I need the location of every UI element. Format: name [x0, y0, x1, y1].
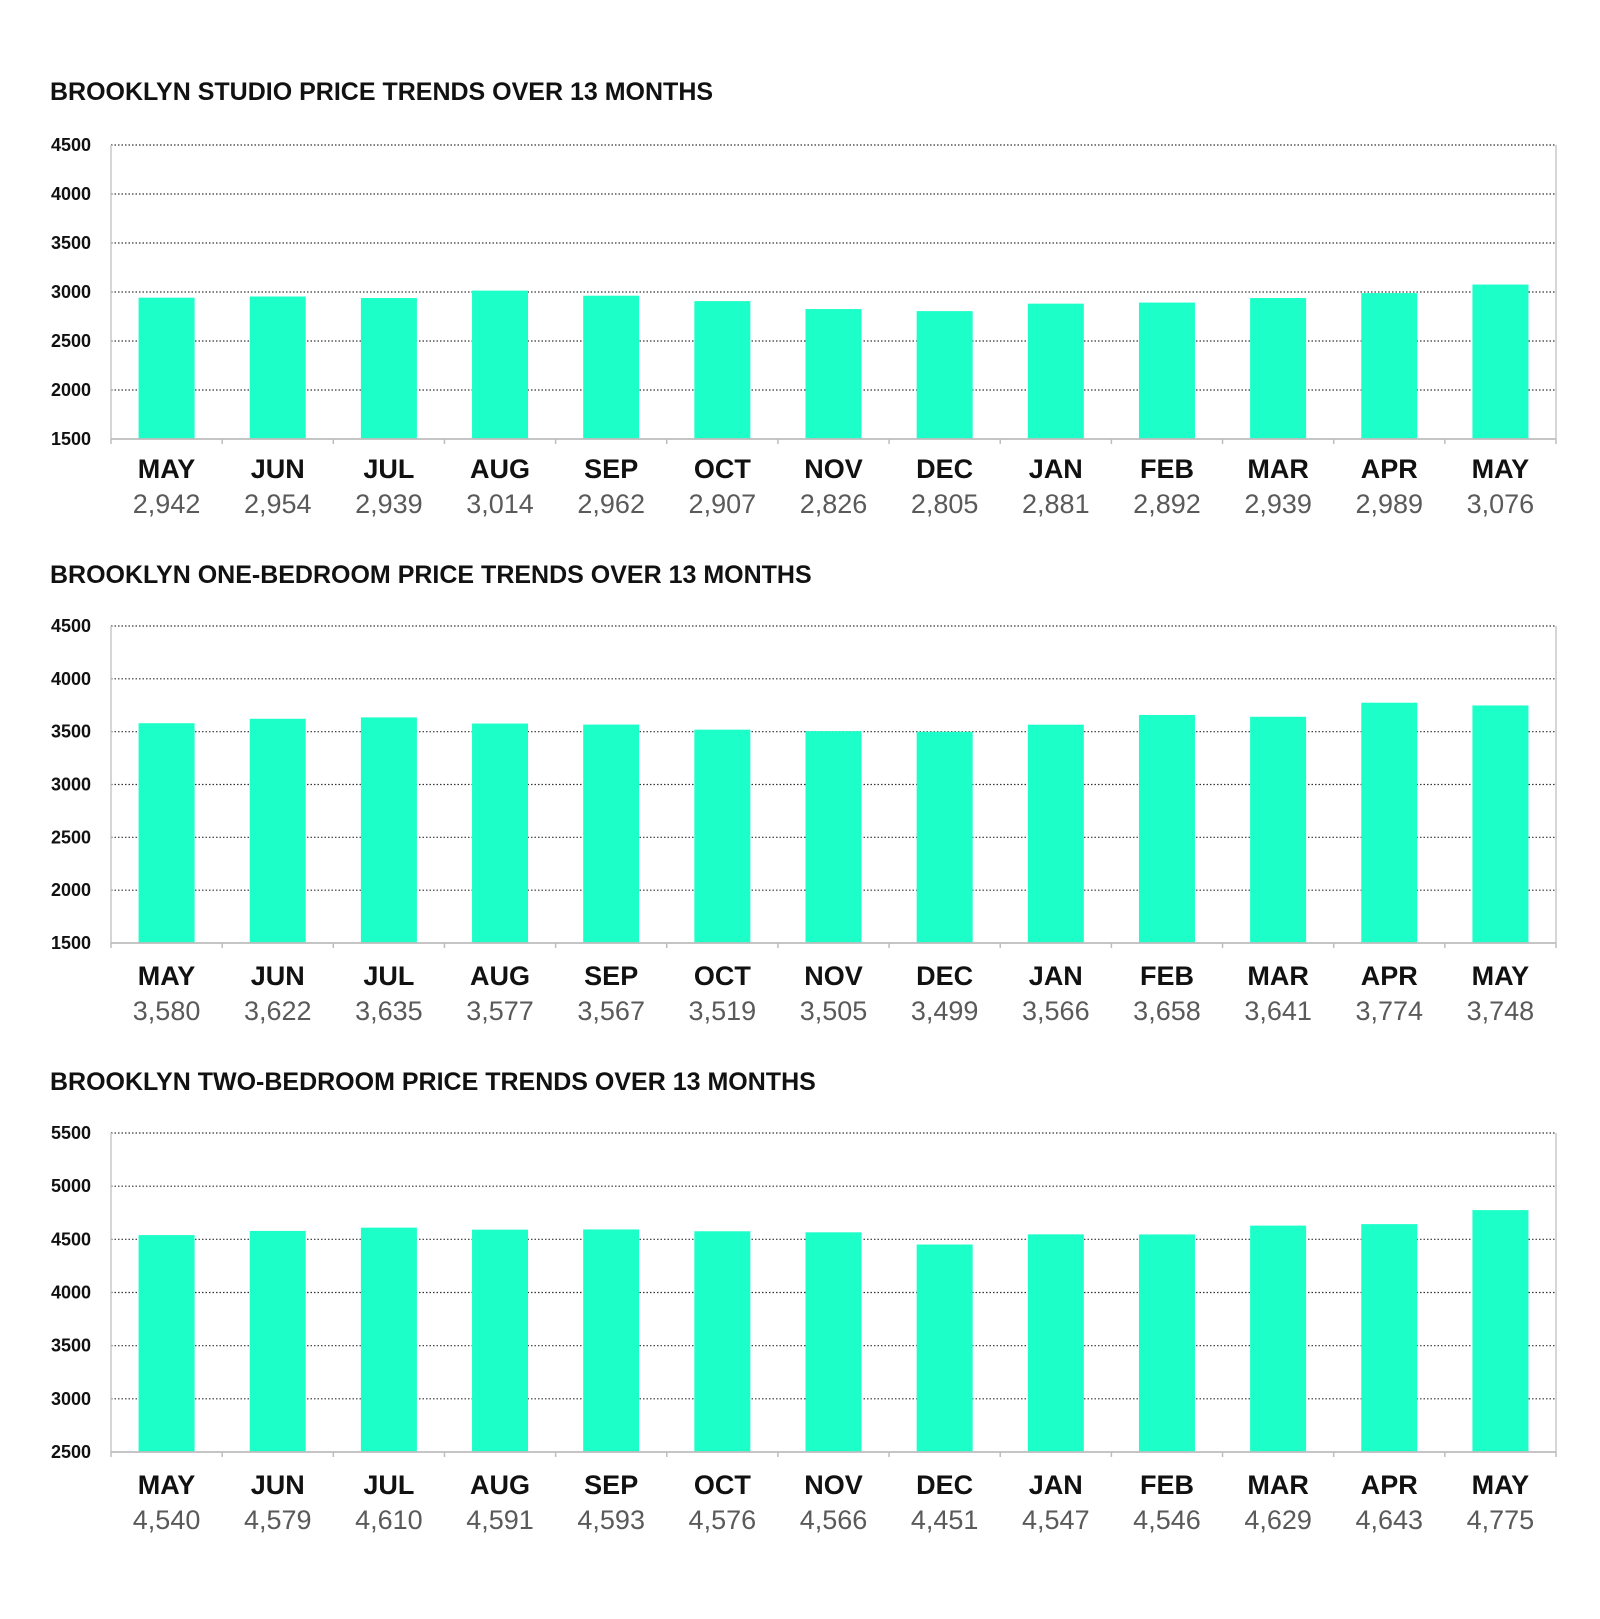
x-tick-label: JUL — [363, 961, 415, 991]
data-label: 3,580 — [132, 996, 201, 1026]
x-tick-label: MAY — [1471, 961, 1530, 991]
x-tick-label: AUG — [470, 961, 531, 991]
bar — [472, 1230, 528, 1452]
y-tick-label: 3000 — [50, 774, 91, 795]
x-tick-label: FEB — [1139, 1470, 1194, 1500]
data-label: 4,643 — [1355, 1505, 1424, 1535]
x-tick-label: OCT — [693, 961, 751, 991]
data-label: 2,881 — [1022, 489, 1090, 519]
x-tick-label: SEP — [584, 454, 639, 484]
x-tick-label: DEC — [916, 454, 974, 484]
y-tick-label: 4500 — [50, 616, 91, 636]
y-tick-label: 4500 — [50, 135, 91, 155]
y-tick-label: 5000 — [50, 1176, 91, 1197]
y-tick-label: 2500 — [50, 827, 91, 848]
data-label: 4,566 — [799, 1505, 868, 1535]
data-label: 3,774 — [1355, 996, 1424, 1026]
bar — [917, 1245, 973, 1452]
x-tick-label: NOV — [804, 1470, 863, 1500]
y-tick-label: 2000 — [50, 880, 91, 901]
y-tick-label: 4000 — [50, 184, 91, 204]
y-tick-label: 3000 — [50, 282, 91, 302]
y-tick-label: 3500 — [50, 721, 91, 742]
data-label: 2,989 — [1355, 489, 1424, 519]
x-tick-label: JUN — [250, 454, 305, 484]
data-label: 4,547 — [1022, 1505, 1090, 1535]
bar — [583, 1229, 639, 1452]
x-tick-label: JAN — [1028, 961, 1083, 991]
data-label: 2,826 — [799, 489, 868, 519]
x-tick-label: FEB — [1139, 454, 1194, 484]
y-tick-label: 4000 — [50, 1282, 91, 1303]
data-label: 4,610 — [355, 1505, 423, 1535]
data-label: 4,629 — [1244, 1505, 1312, 1535]
data-label: 3,658 — [1133, 996, 1201, 1026]
data-label: 3,499 — [910, 996, 979, 1026]
x-tick-label: MAR — [1247, 454, 1309, 484]
data-label: 2,805 — [910, 489, 979, 519]
chart-title: BROOKLYN TWO-BEDROOM PRICE TRENDS OVER 13 MONTHS — [50, 1068, 816, 1096]
data-label: 4,576 — [688, 1505, 757, 1535]
data-label: 4,591 — [466, 1505, 534, 1535]
data-label: 2,939 — [355, 489, 423, 519]
y-tick-label: 1500 — [50, 933, 91, 953]
data-label: 3,505 — [799, 996, 868, 1026]
x-tick-label: APR — [1360, 1470, 1418, 1500]
chart-title: BROOKLYN ONE-BEDROOM PRICE TRENDS OVER 13 MONTHS — [50, 561, 812, 589]
bar — [139, 1235, 195, 1452]
bar — [1361, 1224, 1417, 1452]
x-tick-label: NOV — [804, 454, 863, 484]
data-label: 4,546 — [1133, 1505, 1201, 1535]
data-label: 4,451 — [910, 1505, 979, 1535]
y-tick-label: 4000 — [50, 668, 91, 689]
data-label: 4,593 — [577, 1505, 645, 1535]
data-label: 3,519 — [688, 996, 757, 1026]
data-label: 4,775 — [1466, 1505, 1535, 1535]
data-label: 3,635 — [355, 996, 423, 1026]
x-tick-label: NOV — [804, 961, 863, 991]
x-tick-label: DEC — [916, 1470, 974, 1500]
x-tick-label: JUL — [363, 1470, 415, 1500]
x-tick-label: JAN — [1028, 454, 1083, 484]
data-label: 3,577 — [466, 996, 534, 1026]
data-label: 2,942 — [132, 489, 201, 519]
data-label: 3,622 — [243, 996, 312, 1026]
data-label: 3,567 — [577, 996, 645, 1026]
x-tick-label: JAN — [1028, 1470, 1083, 1500]
x-tick-label: AUG — [470, 1470, 531, 1500]
data-label: 3,748 — [1466, 996, 1535, 1026]
x-tick-label: MAY — [1471, 454, 1530, 484]
x-tick-label: APR — [1360, 961, 1418, 991]
x-tick-label: MAY — [137, 1470, 196, 1500]
x-tick-label: JUN — [250, 961, 305, 991]
x-tick-label: FEB — [1139, 961, 1194, 991]
x-tick-label: SEP — [584, 1470, 639, 1500]
bar — [250, 1231, 306, 1452]
bar — [1472, 1210, 1528, 1452]
x-tick-label: MAY — [137, 961, 196, 991]
y-tick-label: 1500 — [50, 429, 91, 449]
chart-title: BROOKLYN STUDIO PRICE TRENDS OVER 13 MONTHS — [50, 78, 714, 106]
x-tick-label: MAR — [1247, 1470, 1309, 1500]
data-label: 3,641 — [1244, 996, 1312, 1026]
data-label: 2,954 — [243, 489, 312, 519]
y-tick-label: 4500 — [50, 1229, 91, 1250]
x-tick-label: MAY — [137, 454, 196, 484]
x-tick-label: OCT — [693, 1470, 751, 1500]
bar — [1250, 1226, 1306, 1452]
data-label: 2,907 — [688, 489, 757, 519]
x-tick-label: JUL — [363, 454, 415, 484]
y-tick-label: 3500 — [50, 1335, 91, 1356]
y-tick-label: 2000 — [50, 380, 91, 400]
x-tick-label: AUG — [470, 454, 531, 484]
y-tick-label: 2500 — [50, 1442, 91, 1462]
x-tick-label: OCT — [693, 454, 751, 484]
data-label: 4,579 — [243, 1505, 312, 1535]
data-label: 3,014 — [466, 489, 534, 519]
x-tick-label: MAR — [1247, 961, 1309, 991]
data-label: 3,566 — [1022, 996, 1090, 1026]
x-tick-label: DEC — [916, 961, 974, 991]
y-tick-label: 2500 — [50, 331, 91, 351]
data-label: 2,962 — [577, 489, 645, 519]
bar — [806, 1232, 862, 1452]
bar — [694, 1231, 750, 1452]
data-label: 3,076 — [1466, 489, 1535, 519]
x-tick-label: SEP — [584, 961, 639, 991]
bar — [1139, 1234, 1195, 1452]
x-tick-label: JUN — [250, 1470, 305, 1500]
bar — [1028, 1234, 1084, 1452]
y-tick-label: 3500 — [50, 233, 91, 253]
y-tick-label: 5500 — [50, 1123, 91, 1143]
data-label: 4,540 — [132, 1505, 201, 1535]
bar — [361, 1228, 417, 1452]
y-tick-label: 3000 — [50, 1388, 91, 1409]
x-tick-label: APR — [1360, 454, 1418, 484]
x-tick-label: MAY — [1471, 1470, 1530, 1500]
data-label: 2,939 — [1244, 489, 1312, 519]
data-label: 2,892 — [1133, 489, 1201, 519]
